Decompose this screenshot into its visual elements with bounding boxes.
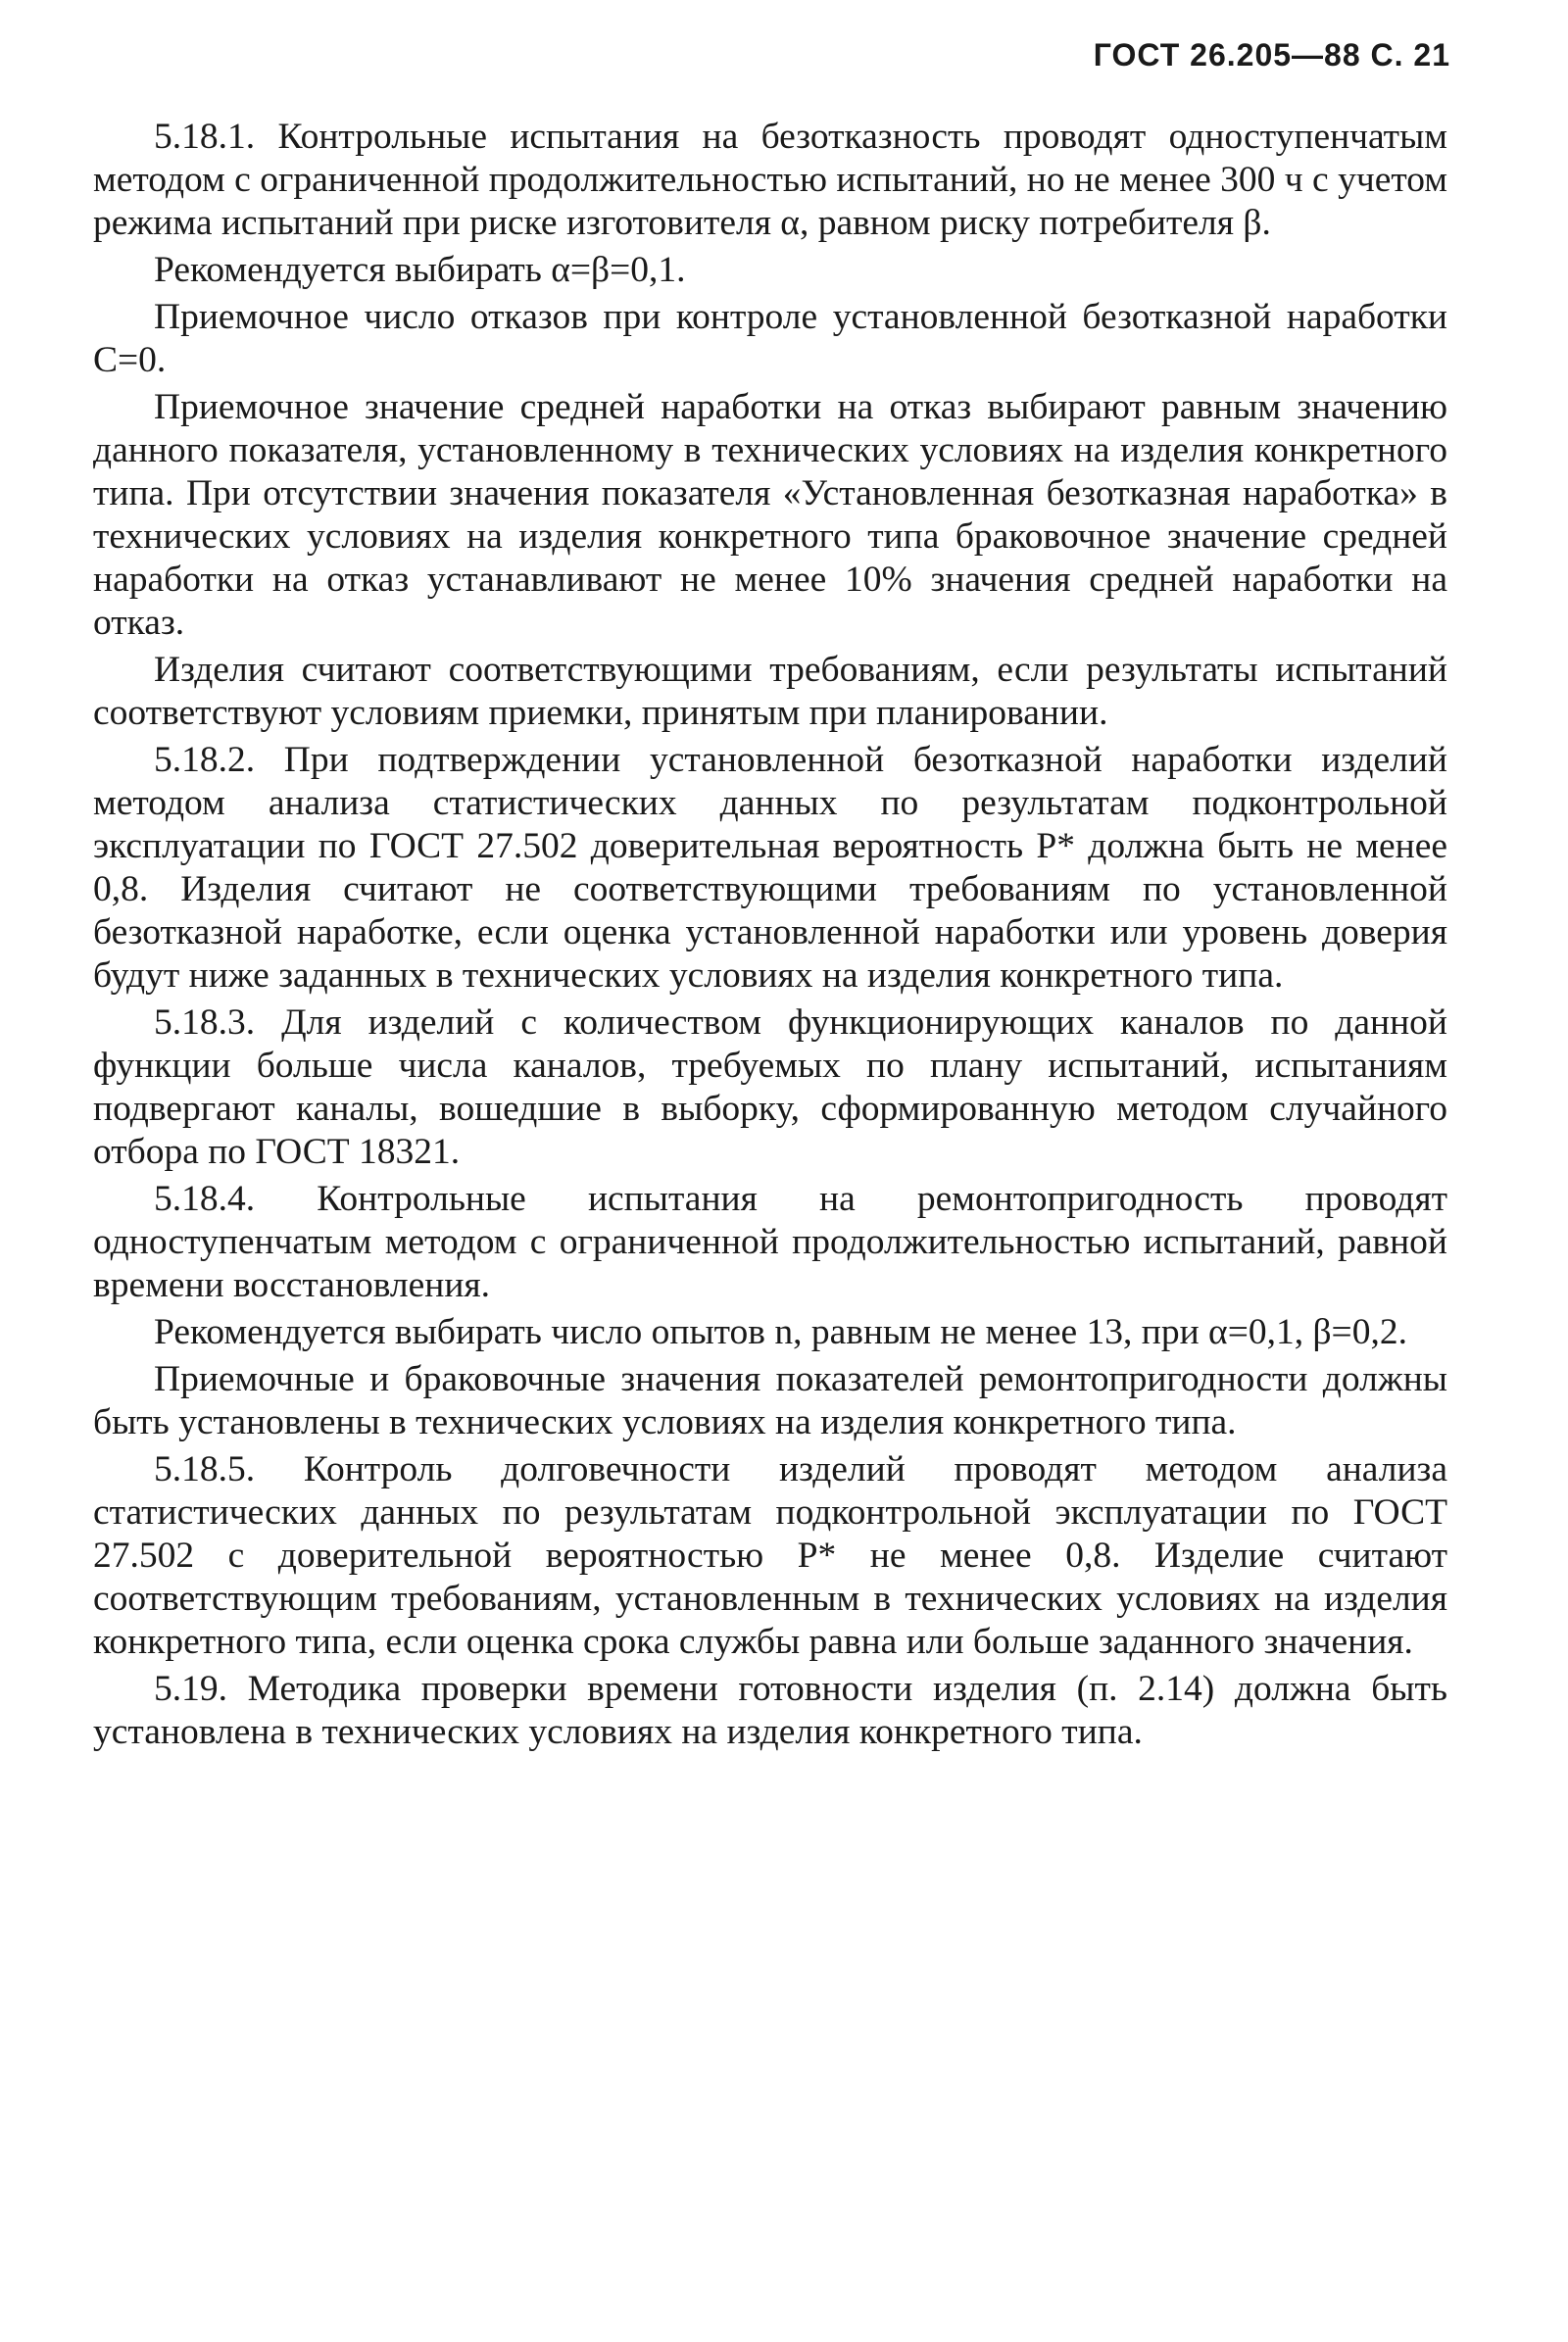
paragraph-5-18-2: 5.18.2. При подтверждении установленной безотказной наработки изделий методом анализа статистических данных по результатам подконтрольной эксплуатации по ГОСТ 27.502 доверительная вероятность Р* должна быть не менее 0,8. Изделия считают не соответствующими требованиям по установленной безотказной наработке, если оценка установленной наработки или уровень доверия будут ниже заданных в технических условиях на изделия конкретного типа. [93, 740, 1447, 996]
paragraph-acceptance-mtbf: Приемочное значение средней наработки на отказ выбирают равным значению данного показателя, установленному в технических условиях на изделия конкретного типа. При отсутствии значения показателя «Установленная безотказная наработка» в технических условиях на изделия конкретного типа браковочное значение средней наработки на отказ устанавливают не менее 10% значения средней наработки на отказ. [93, 387, 1447, 643]
paragraph-acceptance-failures: Приемочное число отказов при контроле установленной безотказной наработки С=0. [93, 297, 1447, 380]
paragraph-5-18-5: 5.18.5. Контроль долговечности изделий проводят методом анализа статистических данных по результатам подконтрольной эксплуатации по ГОСТ 27.502 с доверительной вероятностью Р* не менее 0,8. Изделие считают соответствующим требованиям, установленным в технических условиях на изделия конкретного типа, если оценка срока службы равна или больше заданного значения. [93, 1449, 1447, 1662]
paragraph-5-18-4: 5.18.4. Контрольные испытания на ремонтопригодность проводят одноступенчатым методом с ограниченной продолжительностью испытаний, равной времени восстановления. [93, 1179, 1447, 1305]
paragraph-compliance: Изделия считают соответствующими требованиям, если результаты испытаний соответствуют условиям приемки, принятым при планировании. [93, 650, 1447, 733]
body-text [93, 116, 1447, 1754]
running-header: ГОСТ 26.205—88 С. 21 [1093, 37, 1450, 73]
paragraph-recommended-risk: Рекомендуется выбирать α=β=0,1. [154, 250, 686, 290]
paragraph-maintainability-values: Приемочные и браковочные значения показателей ремонтопригодности должны быть установлены в технических условиях на изделия конкретного типа. [93, 1359, 1447, 1442]
paragraph-5-19: 5.19. Методика проверки времени готовности изделия (п. 2.14) должна быть установлена в технических условиях на изделия конкретного типа. [93, 1669, 1447, 1752]
paragraph-5-18-3: 5.18.3. Для изделий с количеством функционирующих каналов по данной функции больше числа каналов, требуемых по плану испытаний, испытаниям подвергают каналы, вошедшие в выборку, сформированную методом случайного отбора по ГОСТ 18321. [93, 1002, 1447, 1172]
paragraph-5-18-1: 5.18.1. Контрольные испытания на безотказность проводят одноступенчатым методом с ограниченной продолжительностью испытаний, но не менее 300 ч с учетом режима испытаний при риске изготовителя α, равном риску потребителя β. [93, 117, 1447, 243]
paragraph-recommended-trials: Рекомендуется выбирать число опытов n, равным не менее 13, при α=0,1, β=0,2. [154, 1312, 1407, 1352]
